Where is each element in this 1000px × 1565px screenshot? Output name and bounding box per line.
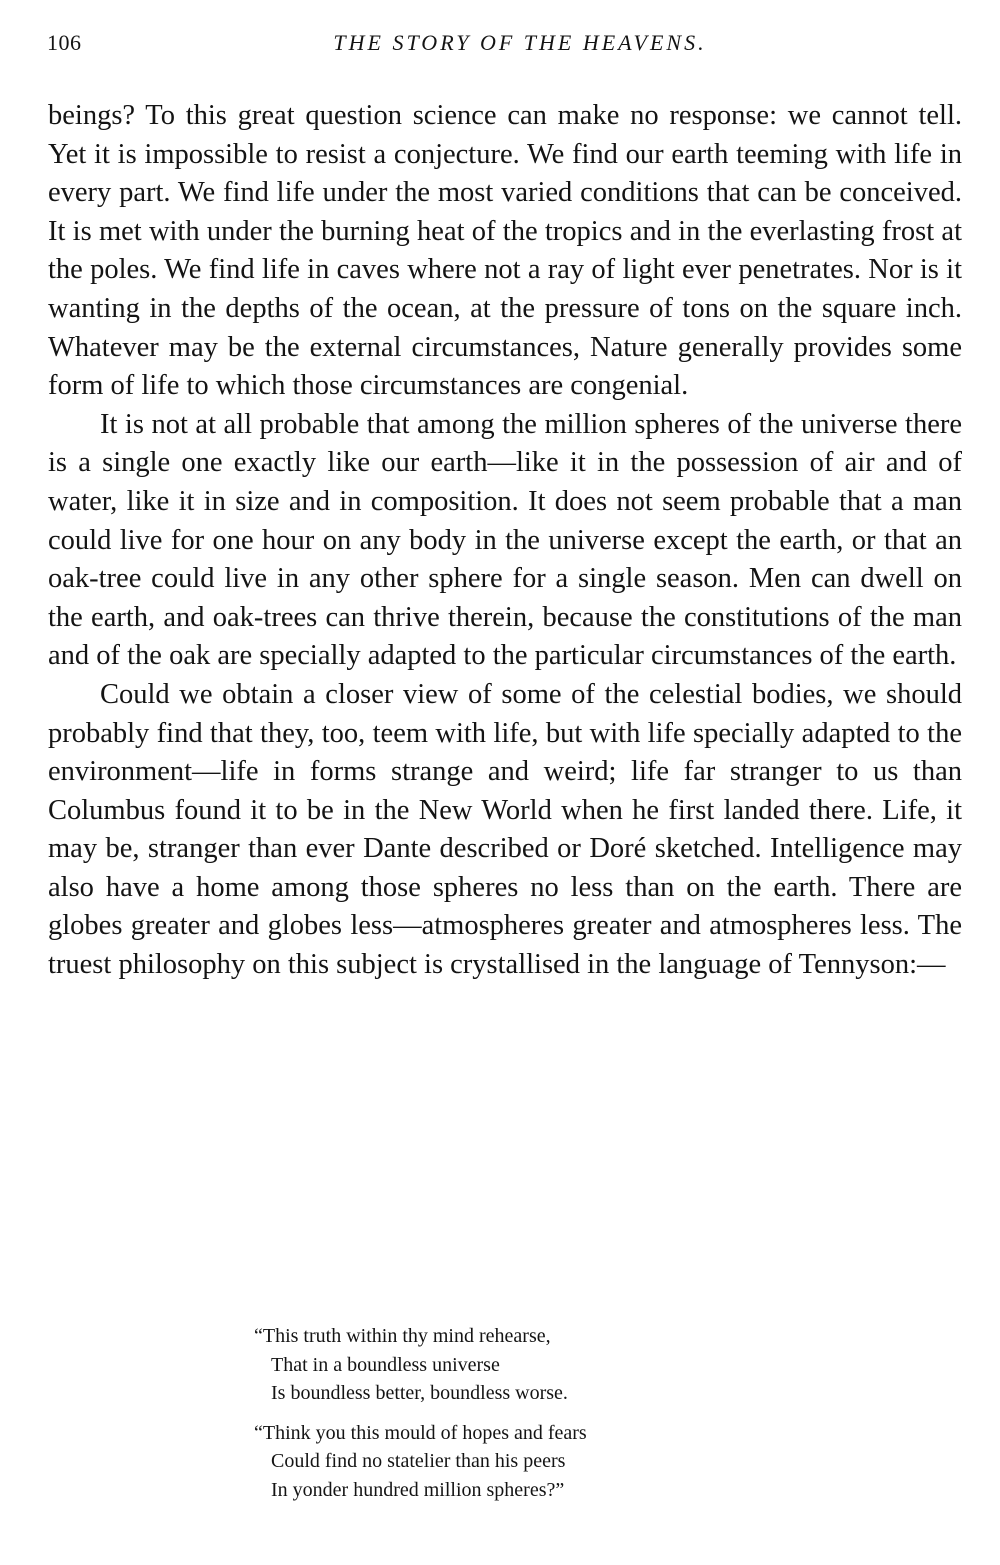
verse-line: “Think you this mould of hopes and fears bbox=[254, 1421, 587, 1444]
verse-line: Could find no statelier than his peers bbox=[271, 1450, 566, 1472]
verse-line: Is boundless better, boundless worse. bbox=[271, 1382, 568, 1404]
body-text bbox=[48, 97, 962, 985]
poem-quotation bbox=[254, 1322, 814, 1515]
running-title: THE STORY OF THE HEAVENS. bbox=[333, 30, 707, 55]
verse-line: That in a boundless universe bbox=[271, 1353, 500, 1376]
poem-stanza bbox=[254, 1419, 814, 1505]
page-number: 106 bbox=[47, 30, 82, 55]
verse-line: In yonder hundred million spheres?” bbox=[271, 1478, 565, 1501]
running-head bbox=[47, 30, 953, 60]
poem-stanza bbox=[254, 1322, 814, 1408]
paragraph: Could we obtain a closer view of some of the celestial bodies, we should probably find that they, too, teem with life, but with life specially adapted to the environment—life in forms strange and weird; life far stranger to us than Columbus found it to be in the New World when he first landed there. Life, it may be, stranger than ever Dante described or Doré sketched. Intelligence may also have a home among those spheres no less than on the earth. There are globes greater and globes less—atmospheres greater and atmospheres less. The truest philosophy on this subject is crystallised in the language of Tennyson:— bbox=[48, 678, 962, 981]
paragraph-continuation: beings? To this great question science can make no response: we cannot tell. Yet it is impossible to resist a conjecture. We find our earth teeming with life in every part. We find life under the most varied conditions that can be conceived. It is met with under the burning heat of the tropics and in the everlasting frost at the poles. We find life in caves where not a ray of light ever penetrates. Nor is it wanting in the depths of the ocean, at the pressure of tons on the square inch. Whatever may be the external circumstances, Nature generally provides some form of life to which those circumstances are congenial. bbox=[48, 100, 962, 402]
paragraph: It is not at all probable that among the million spheres of the universe there is a single one exactly like our earth—like it in the possession of air and of water, like it in size and in composition. It does not seem probable that a man could live for one hour on any body in the universe except the earth, or that an oak-tree could live in any other sphere for a single season. Men can dwell on the earth, and oak-trees can thrive therein, because the constitutions of the man and of the oak are specially adapted to the particular circumstances of the earth. bbox=[48, 408, 962, 672]
verse-line: “This truth within thy mind rehearse, bbox=[254, 1325, 551, 1347]
